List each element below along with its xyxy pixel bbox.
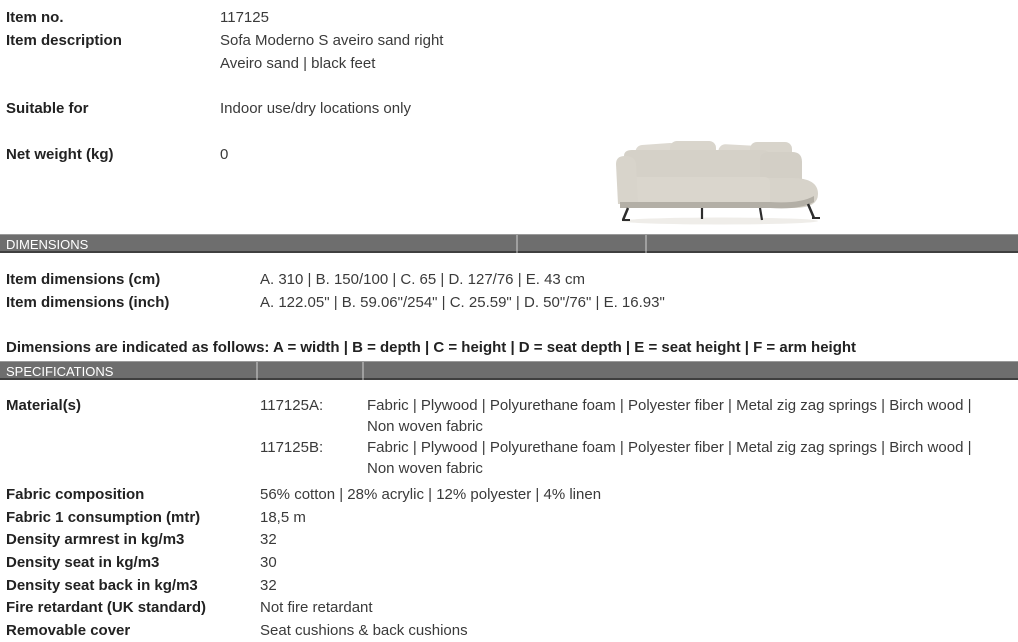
suitable-for-row — [0, 100, 1018, 120]
net-weight-row — [0, 146, 1018, 166]
bar-divider — [516, 235, 518, 254]
item-description-value: Sofa Moderno S aveiro sand right — [220, 32, 444, 49]
item-description-row — [0, 32, 1018, 52]
dimensions-cm-label: Item dimensions (cm) — [6, 271, 161, 288]
item-no-label: Item no. — [6, 9, 64, 26]
dimensions-section-header — [0, 234, 1018, 253]
material-b-code: 117125B: — [260, 439, 324, 456]
materials-row-b1 — [0, 439, 1018, 459]
bar-divider — [362, 362, 364, 381]
density-seat-row — [0, 554, 1018, 574]
dimensions-cm-value: A. 310 | B. 150/100 | C. 65 | D. 127/76 | E. 43 cm — [260, 271, 585, 288]
material-b-line2: Non woven fabric — [367, 460, 483, 477]
product-photo — [610, 134, 824, 226]
suitable-for-label: Suitable for — [6, 100, 89, 117]
fabric-composition-row — [0, 486, 1018, 506]
fire-retardant-value: Not fire retardant — [260, 599, 373, 616]
item-description-row-2 — [0, 55, 1018, 75]
dimensions-inch-value: A. 122.05" | B. 59.06"/254" | C. 25.59" | D. 50"/76" | E. 16.93" — [260, 294, 665, 311]
density-armrest-label: Density armrest in kg/m3 — [6, 531, 185, 548]
fire-retardant-label: Fire retardant (UK standard) — [6, 599, 207, 616]
density-armrest-value: 32 — [260, 531, 277, 548]
dimensions-title: DIMENSIONS — [6, 237, 89, 252]
net-weight-value: 0 — [220, 146, 229, 163]
dimensions-legend-note: Dimensions are indicated as follows: A = width | B = depth | C = height | D = seat depth | E = seat height | F = arm height — [6, 339, 857, 356]
fabric-consumption-row — [0, 509, 1018, 529]
materials-row-b2 — [0, 460, 1018, 480]
materials-label: Material(s) — [6, 397, 82, 414]
fabric-consumption-value: 18,5 m — [260, 509, 306, 526]
density-seat-value: 30 — [260, 554, 277, 571]
fabric-composition-label: Fabric composition — [6, 486, 145, 503]
net-weight-label: Net weight (kg) — [6, 146, 114, 163]
fire-retardant-row — [0, 599, 1018, 619]
material-a-line1: Fabric | Plywood | Polyurethane foam | Polyester fiber | Metal zig zag springs | Birch wood | — [367, 397, 972, 414]
sofa-image — [610, 134, 824, 226]
fabric-consumption-label: Fabric 1 consumption (mtr) — [6, 509, 201, 526]
material-b-line1: Fabric | Plywood | Polyurethane foam | Polyester fiber | Metal zig zag springs | Birch wood | — [367, 439, 972, 456]
dimensions-inch-label: Item dimensions (inch) — [6, 294, 170, 311]
materials-row-a1 — [0, 397, 1018, 417]
dimensions-inch-row — [0, 294, 1018, 314]
fabric-composition-value: 56% cotton | 28% acrylic | 12% polyester | 4% linen — [260, 486, 602, 503]
dimensions-cm-row — [0, 271, 1018, 291]
removable-cover-label: Removable cover — [6, 622, 131, 639]
materials-row-a2 — [0, 418, 1018, 438]
item-color-value: Aveiro sand | black feet — [220, 55, 376, 72]
item-no-value: 117125 — [220, 9, 269, 26]
density-armrest-row — [0, 531, 1018, 551]
suitable-for-value: Indoor use/dry locations only — [220, 100, 411, 117]
density-seat-back-row — [0, 577, 1018, 597]
item-description-label: Item description — [6, 32, 122, 49]
removable-cover-value: Seat cushions & back cushions — [260, 622, 468, 639]
item-no-row — [0, 9, 1018, 29]
removable-cover-row — [0, 622, 1018, 642]
specifications-title: SPECIFICATIONS — [6, 364, 114, 379]
density-seat-back-value: 32 — [260, 577, 277, 594]
density-seat-label: Density seat in kg/m3 — [6, 554, 160, 571]
bar-divider — [256, 362, 258, 381]
density-seat-back-label: Density seat back in kg/m3 — [6, 577, 198, 594]
specifications-section-header — [0, 361, 1018, 380]
bar-divider — [645, 235, 647, 254]
material-a-line2: Non woven fabric — [367, 418, 483, 435]
material-a-code: 117125A: — [260, 397, 324, 414]
